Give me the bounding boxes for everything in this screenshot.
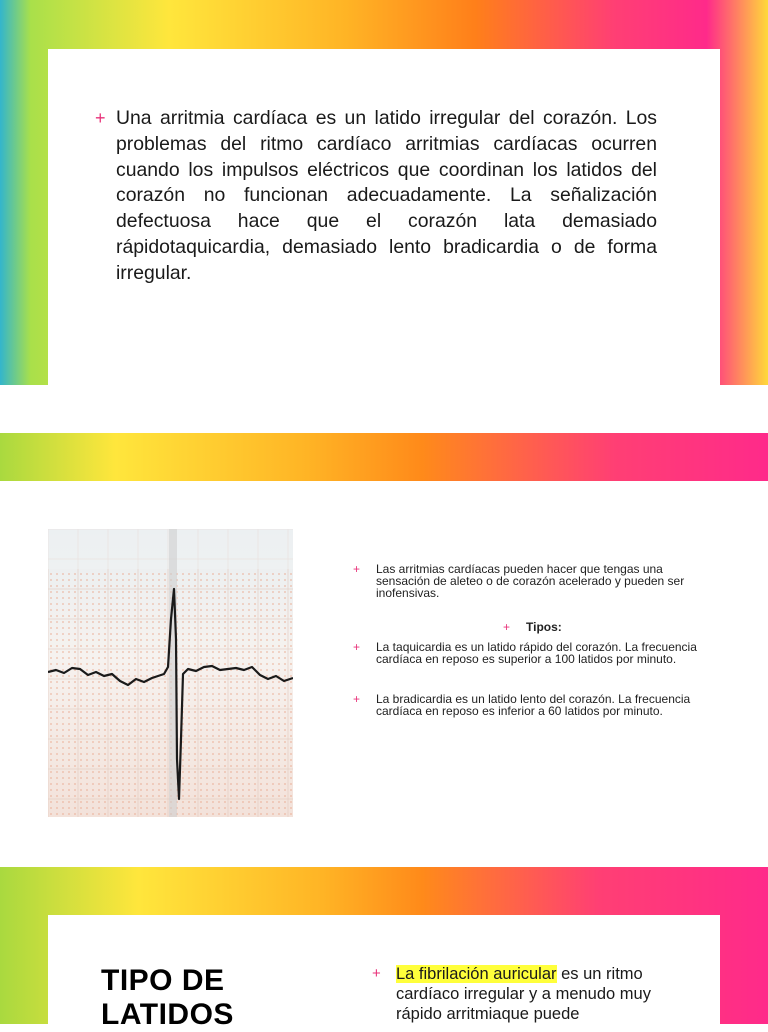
section-title (101, 964, 234, 1032)
bullet-definicion (95, 106, 657, 287)
gradient-stripe (0, 433, 768, 481)
tipos-heading (503, 621, 723, 633)
intro-text: Las arritmias cardíacas pueden hacer que tengas una sensación de aleteo o de corazón acelerado y pueden ser inofensivas. (376, 562, 685, 600)
definicion-text: Una arritmia cardíaca es un latido irregular del corazón. Los problemas del ritmo cardíaco arritmias cardíacas ocurren cuando los impulsos eléctricos que coordinan los latidos del corazón no funcionan adecuadamente. La señalización defectuosa hace que el corazón lata demasiado rápidotaquicardia, demasiado lento bradicardia o de forma irregular. (116, 107, 657, 284)
content-panel (48, 49, 720, 385)
list-item-intro (353, 563, 723, 599)
title-line-2: LATIDOS (101, 998, 234, 1031)
list-item-bradicardia (353, 693, 723, 717)
plus-bullet-icon: + (95, 108, 106, 128)
bullet-fibrilacion (372, 964, 672, 1024)
tipos-list (353, 563, 723, 717)
slide-tipos (0, 481, 768, 867)
plus-bullet-icon: + (353, 640, 361, 654)
taquicardia-text: La taquicardia es un latido rápido del corazón. La frecuencia cardíaca en reposo es superior a 100 latidos por minuto. (376, 640, 697, 666)
plus-bullet-icon: + (503, 620, 511, 634)
plus-bullet-icon: + (353, 692, 361, 706)
fibrilacion-rest: es un ritmo cardíaco irregular y a menudo muy rápido arritmiaque puede (396, 965, 651, 1023)
title-line-1: TIPO DE (101, 964, 225, 997)
plus-bullet-icon: + (353, 562, 361, 576)
plus-bullet-icon: + (372, 965, 381, 982)
tipos-label: Tipos: (526, 620, 562, 634)
fibrilacion-text (396, 964, 672, 1024)
highlighted-term: La fibrilación auricular (396, 965, 557, 983)
bradicardia-text: La bradicardia es un latido lento del corazón. La frecuencia cardíaca en reposo es inferior a 60 latidos por minuto. (376, 692, 691, 718)
list-item-taquicardia (353, 641, 723, 665)
slide-definicion (0, 0, 768, 385)
ecg-strip-image (48, 529, 293, 817)
